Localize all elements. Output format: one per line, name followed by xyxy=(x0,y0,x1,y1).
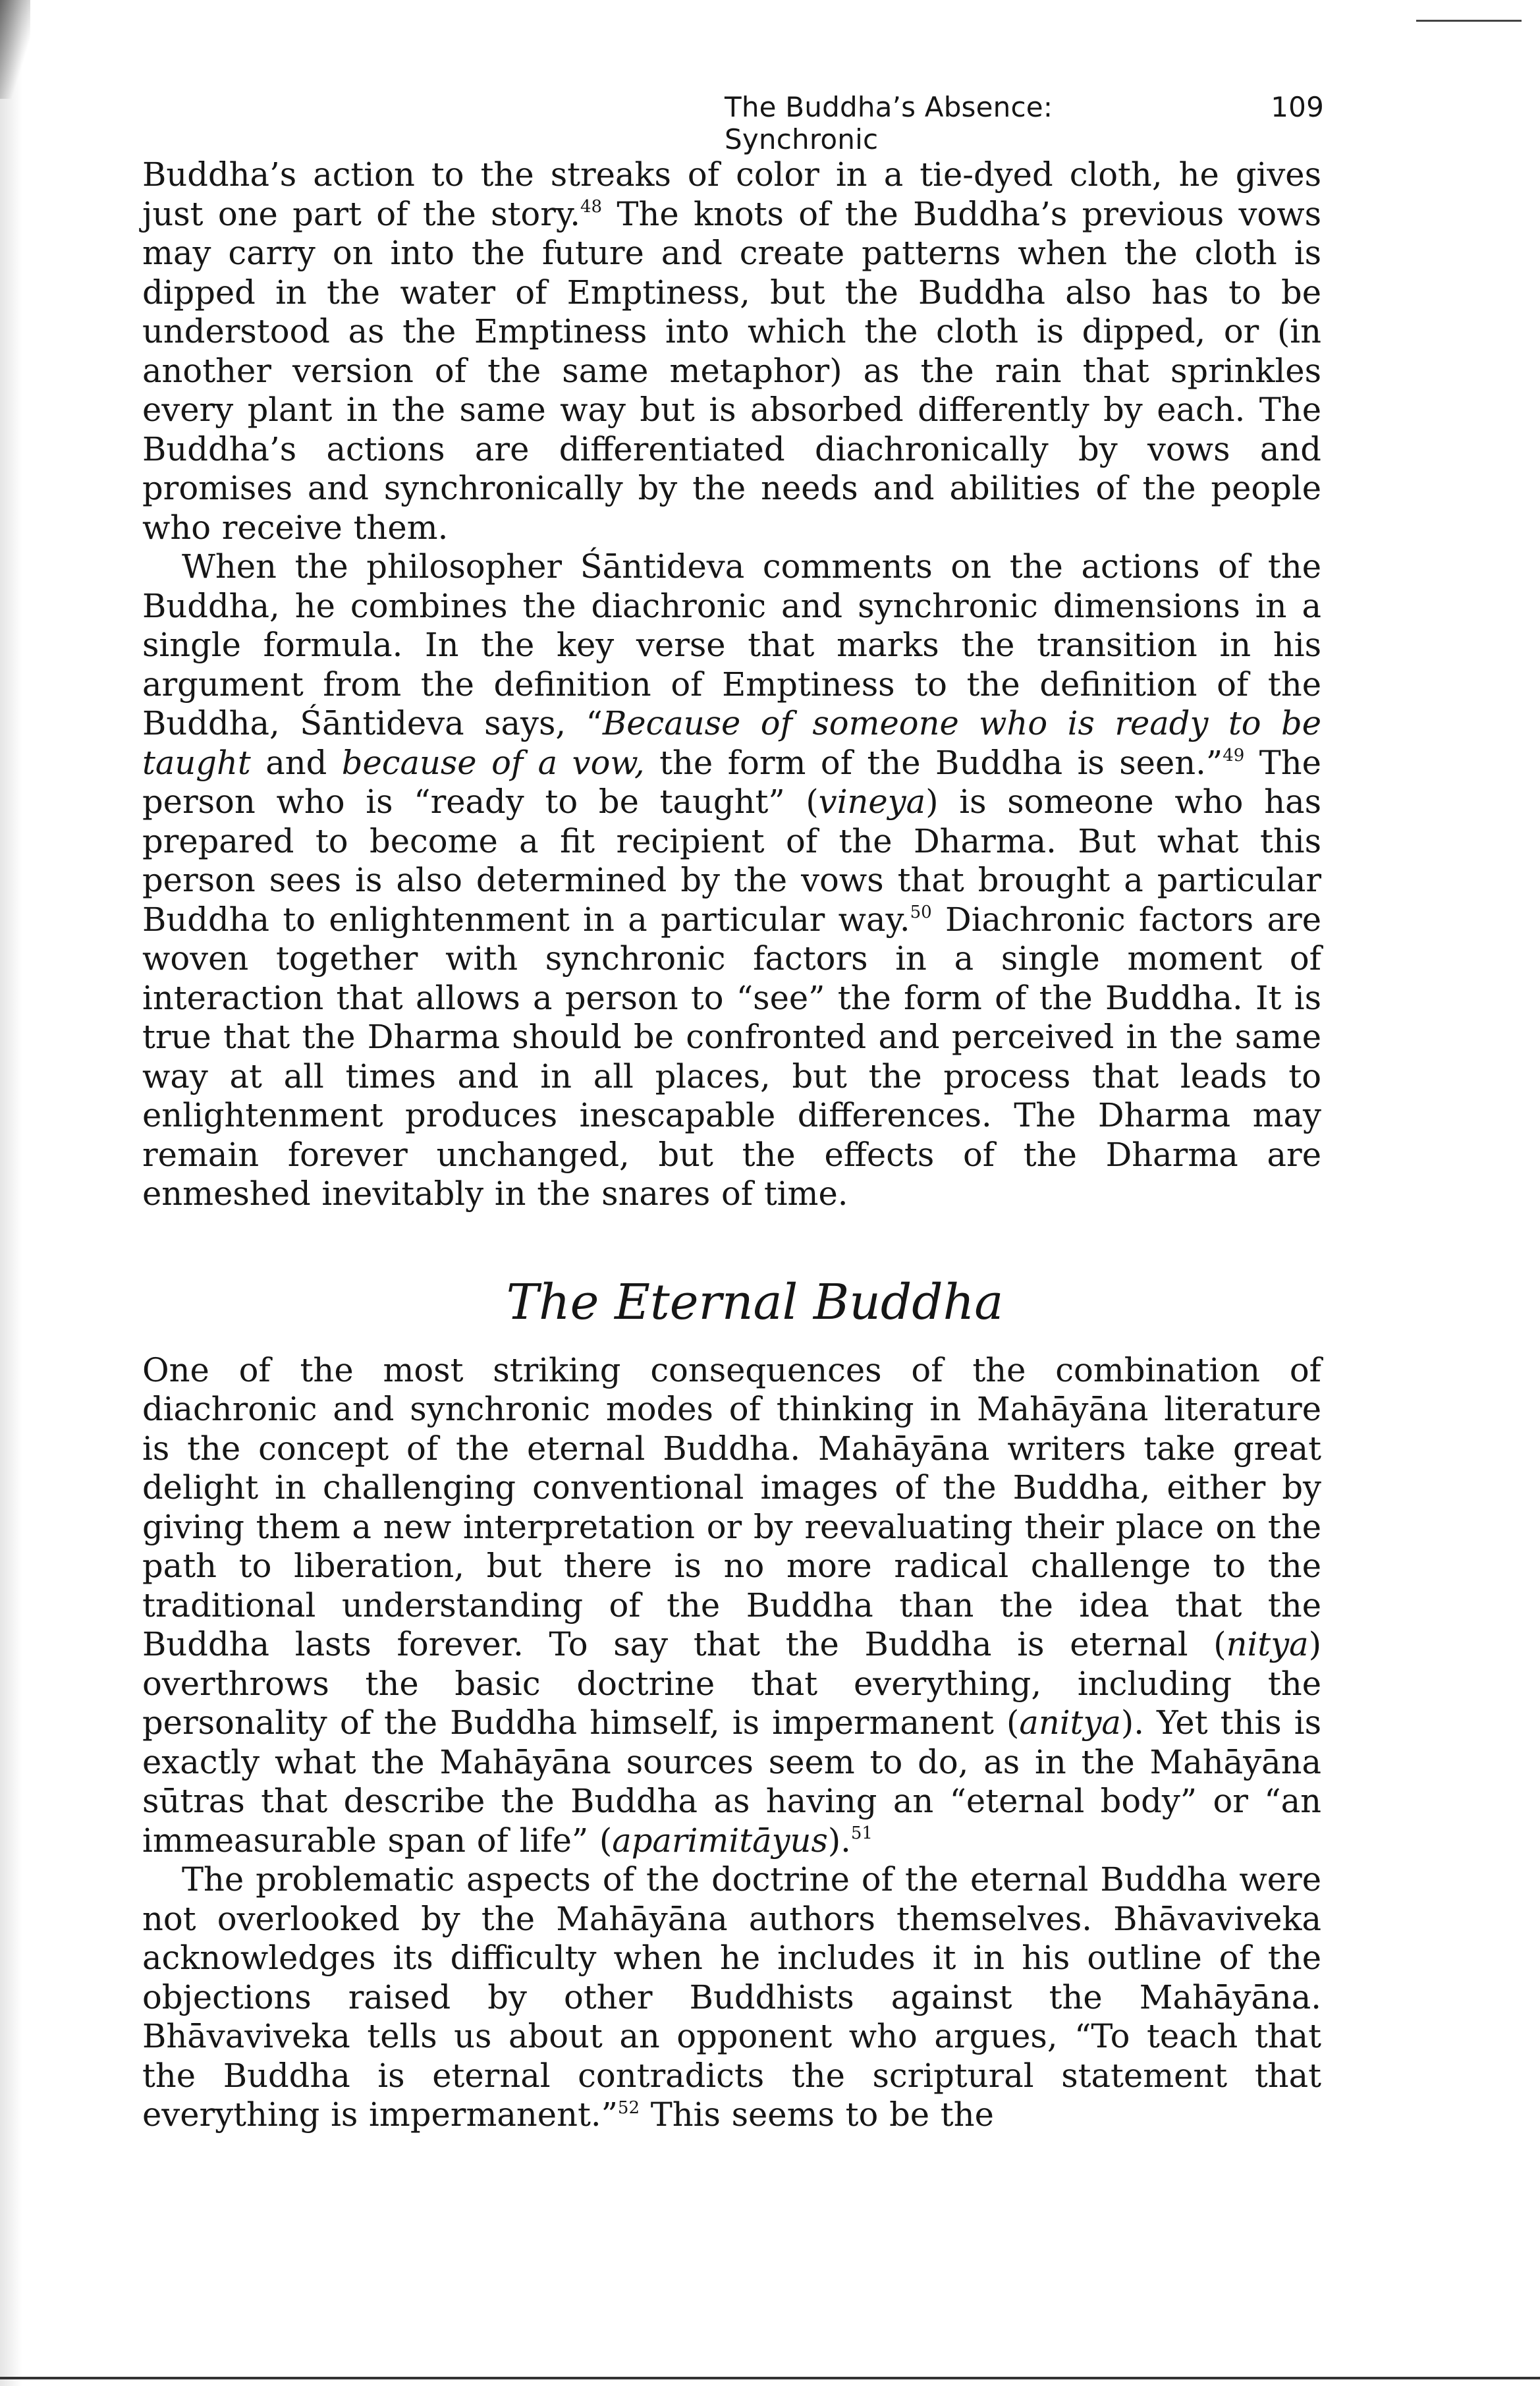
page-edge-shadow xyxy=(0,0,22,2386)
scan-corner-mark xyxy=(0,0,30,99)
body-paragraph xyxy=(142,547,1321,1214)
footnote-ref: 49 xyxy=(1223,746,1245,765)
text-run: The problematic aspects of the doctrine of the eternal Buddha were not overlooked by the Mahāyāna authors themselves. Bhāvaviveka acknowledges its difficulty when he includes it in his outline of the objections raised by other Buddhists against the Mahāyāna. Bhāvaviveka tells us about an opponent who argues, “To teach that the Buddha is eternal contradicts the scriptural statement that everything is impermanent.” xyxy=(142,1860,1321,2134)
italic-text: Because of someone who is ready to be taught xyxy=(142,704,1321,782)
body-paragraph xyxy=(142,1351,1321,1861)
text-run: One of the most striking consequences of the combination of diachronic and synchronic modes of thinking in Mahāyāna literature is the concept of the eternal Buddha. Mahāyāna writers take great delight in challenging conventional images of the Buddha, either by giving them a new interpretation or by reevaluating their place on the path to liberation, but there is no more radical challenge to the traditional understanding of the Buddha than the idea that the Buddha lasts forever. To say that the Buddha is eternal ( xyxy=(142,1350,1321,1663)
footnote-ref: 48 xyxy=(580,197,603,217)
italic-text: vineya xyxy=(818,783,926,821)
running-title: The Buddha’s Absence: Synchronic xyxy=(725,91,1053,155)
body-paragraph xyxy=(142,155,1321,547)
scan-edge-rule xyxy=(1416,20,1522,22)
text-run: ) overthrows the basic doctrine that everything, including the personality of the Buddha himself, is impermanent ( xyxy=(142,1625,1321,1742)
italic-text: because of a vow, xyxy=(341,743,645,782)
text-run: the form of the Buddha is seen.” xyxy=(644,743,1223,782)
text-run: Buddha’s action to the streaks of color in a tie-dyed cloth, he gives just one part of the story. xyxy=(142,155,1321,233)
body-text xyxy=(142,155,1321,2135)
text-run: ). Yet this is exactly what the Mahāyāna sources seem to do, as in the Mahāyāna sūtras that describe the Buddha as having an “eternal body” or “an immeasurable span of life” ( xyxy=(142,1704,1321,1860)
text-run: ). xyxy=(827,1821,851,1860)
text-run: The knots of the Buddha’s previous vows may carry on into the future and create patterns when the cloth is dipped in the water of Emptiness, but the Buddha also has to be understood as the Emptiness into which the cloth is dipped, or (in another version of the same metaphor) as the rain that sprinkles every plant in the same way but is absorbed differently by each. The Buddha’s actions are differentiated diachronically by vows and promises and synchronically by the needs and abilities of the people who receive them. xyxy=(142,194,1321,547)
italic-text: anitya xyxy=(1019,1704,1121,1742)
text-run: Diachronic factors are woven together with synchronic factors in a single moment of interaction that allows a person to “see” the form of the Buddha. It is true that the Dharma should be confronted and perceived in the same way at all times and in all places, but the process that leads to enlightenment produces inescapable differences. The Dharma may remain forever unchanged, but the effects of the Dharma are enmeshed inevitably in the snares of time. xyxy=(142,900,1321,1213)
footnote-ref: 50 xyxy=(910,902,932,922)
text-run: When the philosopher Śāntideva comments on the actions of the Buddha, he combines the diachronic and synchronic dimensions in a single formula. In the key verse that marks the transition in his argument from the definition of Emptiness to the definition of the Buddha, Śāntideva says, “ xyxy=(142,547,1321,742)
body-paragraph xyxy=(142,1860,1321,2135)
text-run: and xyxy=(250,743,342,782)
page-number: 109 xyxy=(1271,91,1324,123)
text-run: The person who is “ready to be taught” ( xyxy=(142,743,1321,821)
footnote-ref: 52 xyxy=(617,2097,640,2118)
text-run: ) is someone who has prepared to become a fit recipient of the Dharma. But what this person sees is also determined by the vows that brought a particular Buddha to enlightenment in a particular way. xyxy=(142,783,1321,939)
text-run: This seems to be the xyxy=(640,2095,994,2134)
scan-bottom-rule xyxy=(0,2377,1540,2379)
italic-text: aparimitāyus xyxy=(612,1821,828,1860)
section-heading: The Eternal Buddha xyxy=(506,1273,1004,1331)
running-head xyxy=(725,91,1324,155)
footnote-ref: 51 xyxy=(850,1823,873,1843)
italic-text: nitya xyxy=(1226,1625,1309,1663)
